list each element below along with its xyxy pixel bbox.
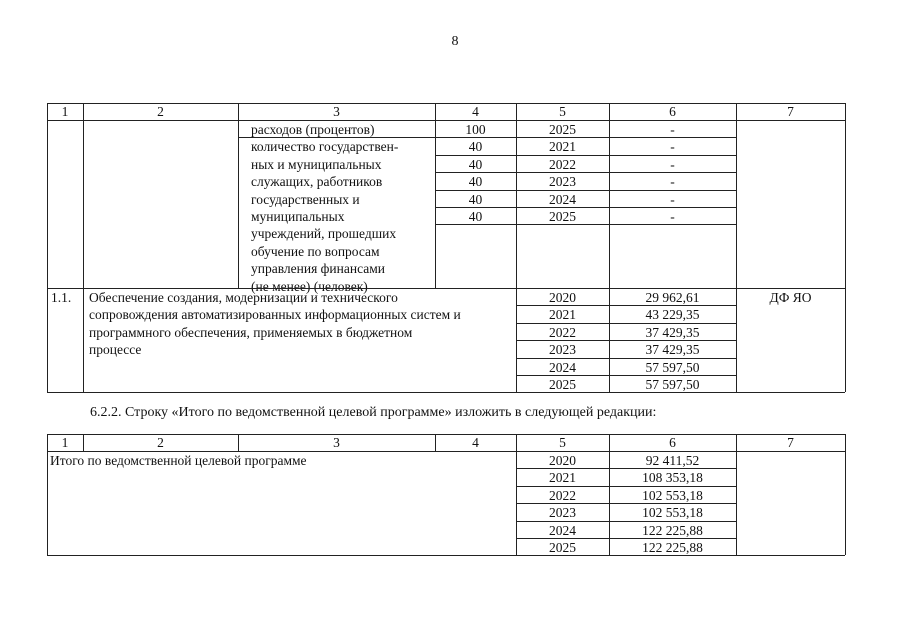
column-header: 4 <box>472 104 479 119</box>
table-cell: 40 <box>468 156 483 172</box>
amount-cell: 102 553,18 <box>642 505 703 521</box>
table-cell: 2023 <box>549 174 576 190</box>
year-cell: 2025 <box>549 540 576 555</box>
table-cell: - <box>670 156 675 172</box>
indicator-label-line: муниципальных <box>251 209 345 224</box>
year-cell: 2022 <box>549 324 576 340</box>
column-header: 7 <box>787 435 794 450</box>
table-rule <box>516 434 517 555</box>
table-rule <box>845 103 846 392</box>
column-header: 1 <box>61 435 69 450</box>
table-rule <box>435 103 436 288</box>
amount-cell: 92 411,52 <box>645 453 700 468</box>
amount-cell: 102 553,18 <box>642 487 703 503</box>
indicator-label-line: (не менее) (человек) <box>251 278 368 294</box>
year-cell: 2022 <box>549 487 576 503</box>
table-rule <box>736 103 737 392</box>
table-rule <box>238 434 239 451</box>
column-header: 2 <box>157 435 164 450</box>
amount-cell: 37 429,35 <box>645 324 700 340</box>
table-rule <box>47 555 845 556</box>
amount-cell: 108 353,18 <box>642 470 703 486</box>
section-text-line: программного обеспечения, применяемых в бюджетном <box>89 324 413 340</box>
indicator-label-line: учреждений, прошедших <box>251 226 397 242</box>
year-cell: 2024 <box>549 359 576 375</box>
indicator-label-line: государственных и <box>251 191 360 207</box>
total-label: Итого по ведомственной целевой программе <box>50 453 307 468</box>
amount-cell: 122 225,88 <box>642 522 703 538</box>
year-cell: 2024 <box>549 522 576 538</box>
table-cell: 40 <box>468 191 483 207</box>
indicator-label-line: служащих, работников <box>251 174 383 190</box>
column-header: 6 <box>669 104 676 119</box>
year-cell: 2025 <box>549 377 576 392</box>
table-rule <box>83 103 84 392</box>
column-header: 5 <box>559 435 566 450</box>
year-cell: 2023 <box>549 342 576 358</box>
section-number: 1.1. <box>51 290 72 305</box>
year-cell: 2021 <box>549 470 576 486</box>
amount-cell: 57 597,50 <box>645 377 700 392</box>
section-text-line: Обеспечение создания, модернизации и технического <box>89 290 398 305</box>
page-number: 8 <box>451 34 459 49</box>
table-rule <box>435 224 736 225</box>
amount-cell: 29 962,61 <box>645 290 700 305</box>
column-header: 3 <box>333 435 340 450</box>
year-cell: 2021 <box>549 307 576 323</box>
indicator-label-line: обучение по вопросам <box>251 243 380 259</box>
table-rule <box>47 434 48 555</box>
executor: ДФ ЯО <box>769 290 812 305</box>
table-cell: - <box>670 209 675 224</box>
year-cell: 2020 <box>549 290 576 305</box>
table-rule <box>47 392 845 393</box>
table-rule <box>609 434 610 555</box>
table-rule <box>736 434 737 555</box>
table-cell: 2024 <box>549 191 576 207</box>
section-text-line: сопровождения автоматизированных информационных систем и <box>89 307 461 323</box>
table-cell: - <box>670 174 675 190</box>
table-cell: 2021 <box>549 139 576 155</box>
table-cell: 100 <box>465 122 486 137</box>
table-cell: 40 <box>468 174 483 190</box>
amount-cell: 43 229,35 <box>645 307 700 323</box>
column-header: 4 <box>472 435 479 450</box>
column-header: 3 <box>333 104 340 119</box>
column-header: 6 <box>669 435 676 450</box>
column-header: 7 <box>787 104 794 119</box>
table-rule <box>435 434 436 451</box>
table-cell: - <box>670 139 675 155</box>
indicator-label-line: управления финансами <box>251 261 386 277</box>
column-header: 5 <box>559 104 566 119</box>
year-cell: 2023 <box>549 505 576 521</box>
amount-cell: 122 225,88 <box>642 540 703 555</box>
table-rule <box>845 434 846 555</box>
table-cell: - <box>670 191 675 207</box>
table-cell: 2022 <box>549 156 576 172</box>
table-rule <box>238 103 239 288</box>
table-cell: 2025 <box>549 209 576 224</box>
column-header: 2 <box>157 104 164 119</box>
amount-cell: 57 597,50 <box>645 359 700 375</box>
table-cell: 40 <box>468 209 483 224</box>
table-cell: - <box>670 122 675 137</box>
section-text-line: процессе <box>89 342 142 358</box>
year-cell: 2020 <box>549 453 576 468</box>
table-rule <box>516 103 517 392</box>
amount-cell: 37 429,35 <box>645 342 700 358</box>
paragraph-6-2-2: 6.2.2. Строку «Итого по ведомственной целевой программе» изложить в следующей редакции: <box>90 405 657 420</box>
table-rule <box>83 434 84 451</box>
table-cell: 2025 <box>549 122 576 137</box>
column-header: 1 <box>61 104 69 119</box>
table-rule <box>47 103 48 392</box>
table-rule <box>609 103 610 392</box>
table-cell: 40 <box>468 139 483 155</box>
indicator-label-line: ных и муниципальных <box>251 156 382 172</box>
indicator-label: расходов (процентов) <box>251 122 375 137</box>
indicator-label-line: количество государствен- <box>251 139 399 155</box>
